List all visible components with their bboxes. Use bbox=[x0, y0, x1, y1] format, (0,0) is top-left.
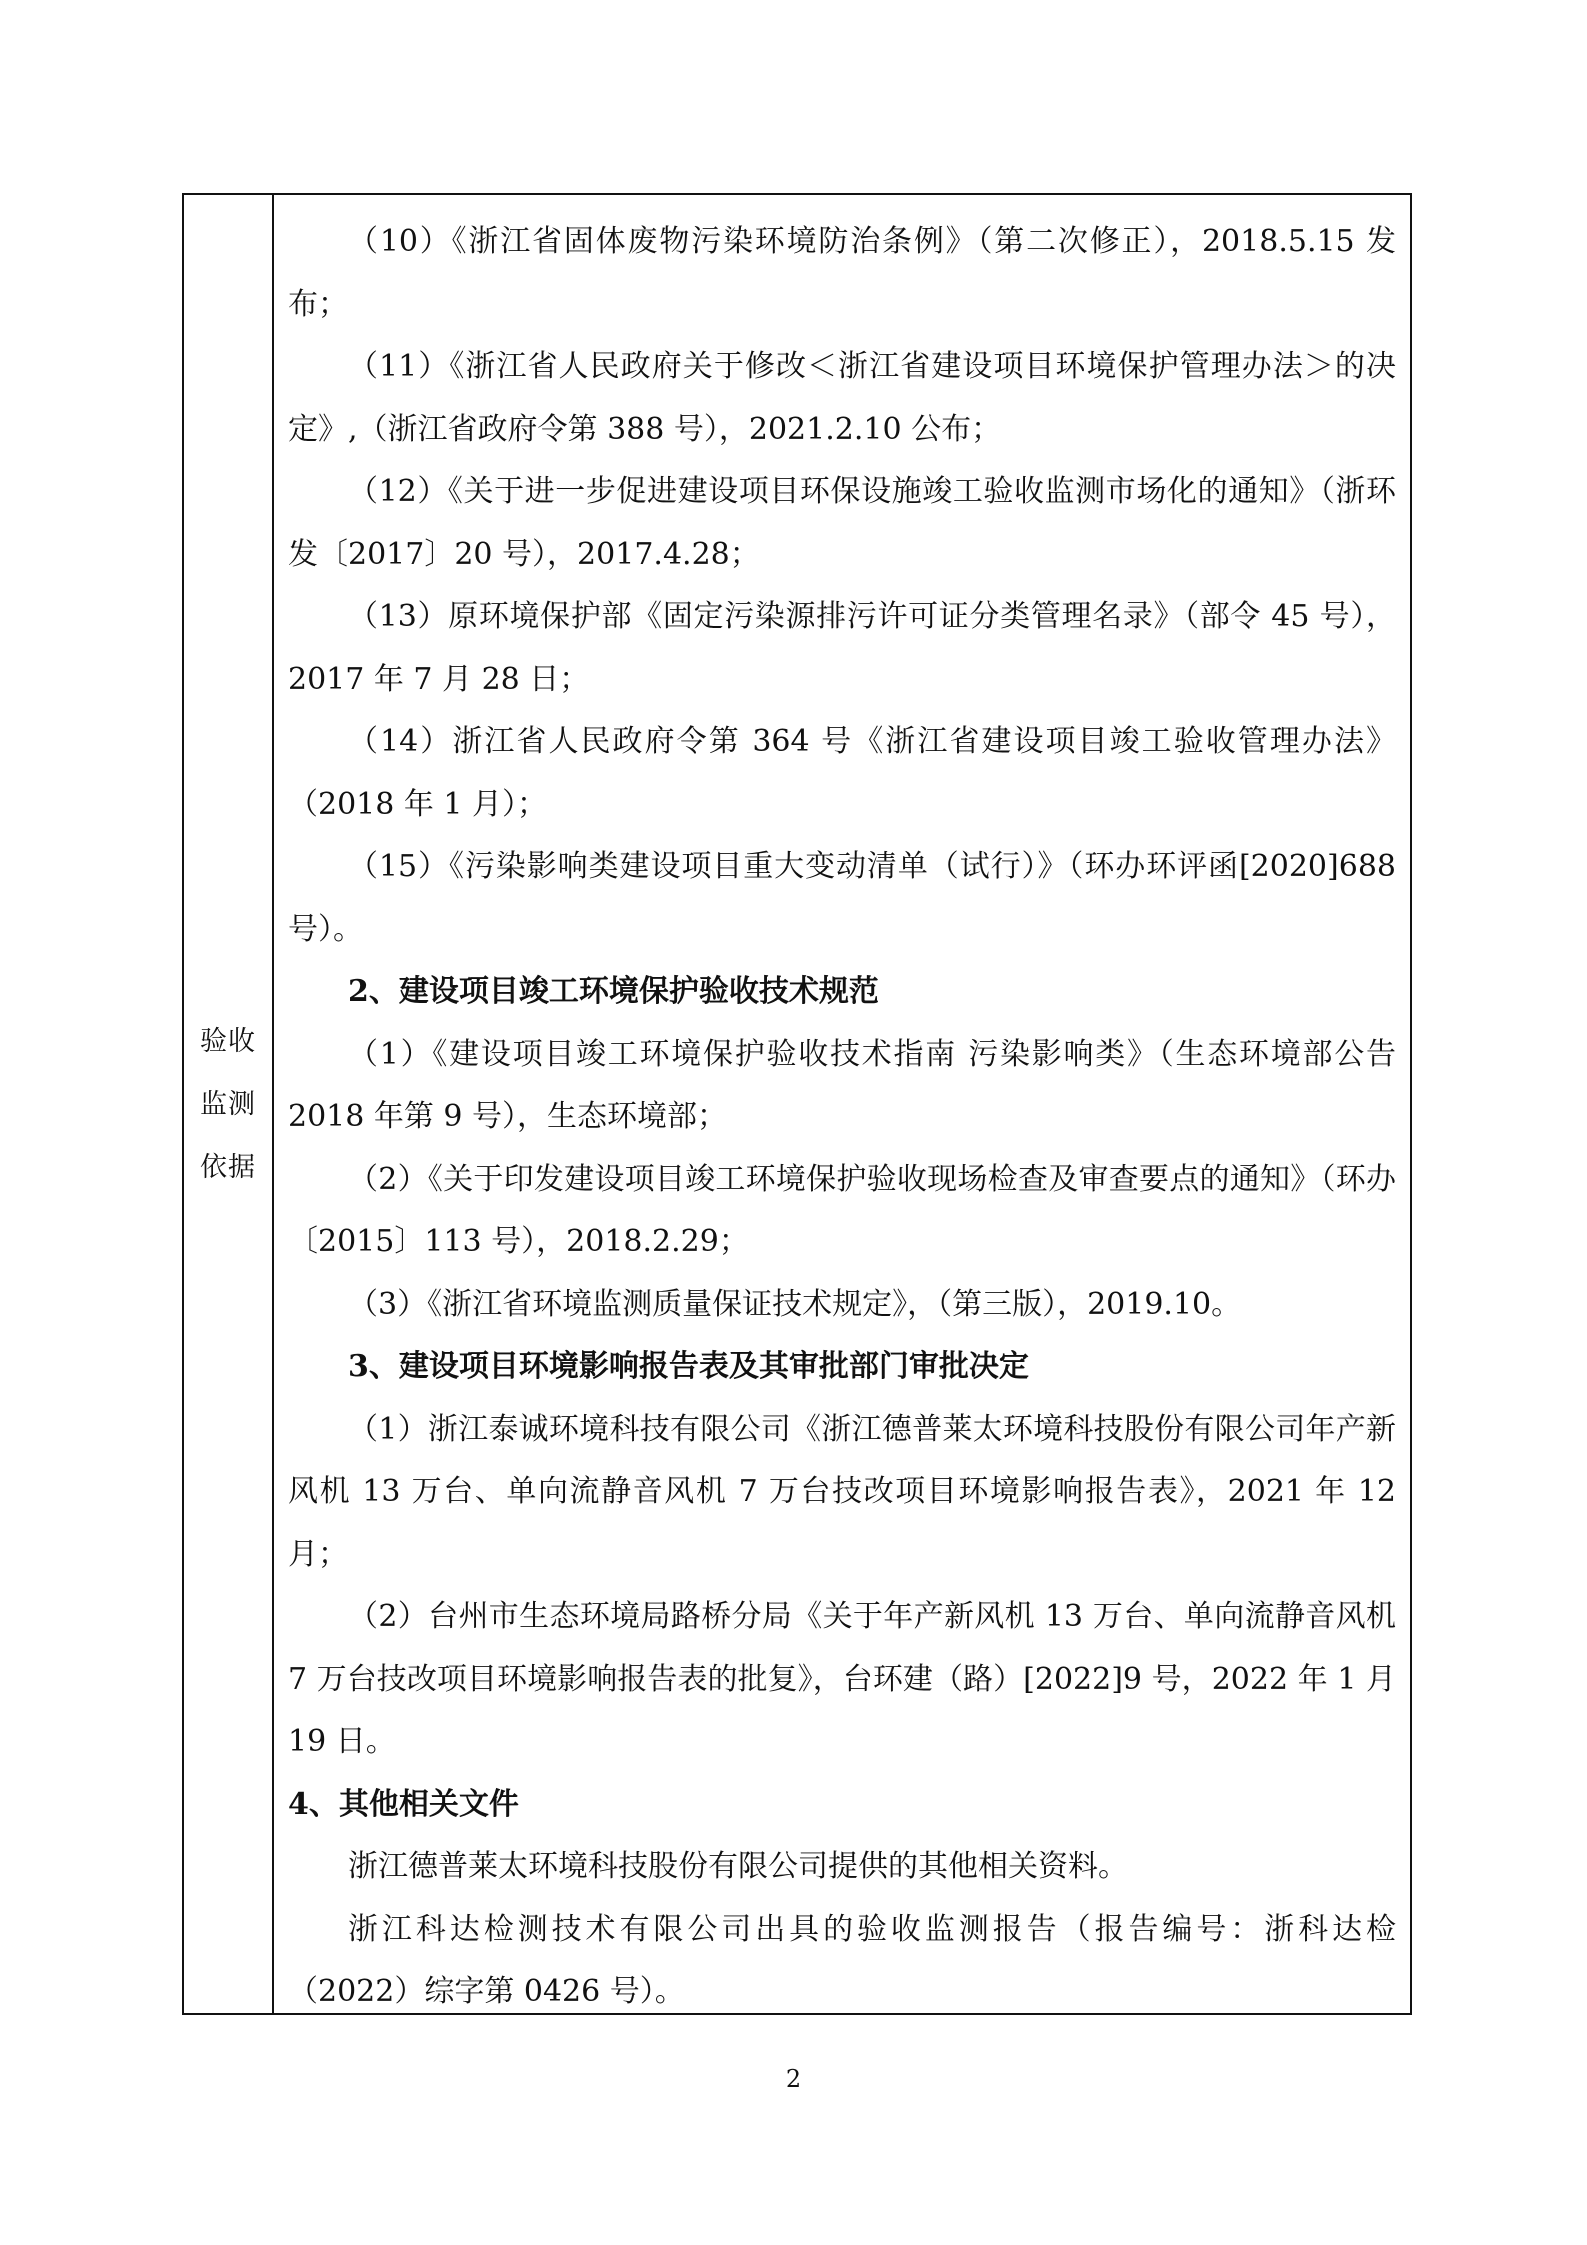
section-2-heading: 2、建设项目竣工环境保护验收技术规范 bbox=[348, 974, 879, 1009]
item-15-paragraph: （15）《污染影响类建设项目重大变动清单（试行）》（环办环评函[2020]688 号）。 bbox=[288, 849, 1396, 947]
item-11-paragraph: （11）《浙江省人民政府关于修改＜浙江省建设项目环境保护管理办法＞的决定》,（浙江省政府令第 388 号），2021.2.10 公布； bbox=[288, 349, 1396, 447]
content-cell bbox=[274, 195, 1410, 2013]
page-number: 2 bbox=[785, 2065, 802, 2093]
item-10-paragraph: （10）《浙江省固体废物污染环境防治条例》（第二次修正），2018.5.15 发布； bbox=[288, 224, 1396, 322]
section-2-item-2: （2）《关于印发建设项目竣工环境保护验收现场检查及审查要点的通知》（环办〔2015〕113 号），2018.2.29； bbox=[288, 1161, 1396, 1259]
section-3-item-2: （2）台州市生态环境局路桥分局《关于年产新风机 13 万台、单向流静音风机 7 万台技改项目环境影响报告表的批复》，台环建（路）[2022]9 号，2022 年 1 月 19 日。 bbox=[288, 1599, 1396, 1759]
label-line-2: 监测 bbox=[200, 1088, 256, 1120]
section-2-item-3: （3）《浙江省环境监测质量保证技术规定》，（第三版），2019.10。 bbox=[348, 1286, 1242, 1322]
section-3-item-1: （1）浙江泰诚环境科技有限公司《浙江德普莱太环境科技股份有限公司年产新风机 13 万台、单向流静音风机 7 万台技改项目环境影响报告表》，2021 年 12 月； bbox=[288, 1411, 1396, 1572]
label-cell bbox=[184, 195, 274, 2013]
item-13-paragraph: （13）原环境保护部《固定污染源排污许可证分类管理名录》（部令 45 号），2017 年 7 月 28 日； bbox=[288, 599, 1396, 697]
section-3-heading: 3、建设项目环境影响报告表及其审批部门审批决定 bbox=[348, 1349, 1029, 1384]
section-4-paragraph-2: 浙江科达检测技术有限公司出具的验收监测报告（报告编号：浙科达检（2022）综字第 0426 号）。 bbox=[288, 1911, 1396, 2009]
section-4-heading: 4、其他相关文件 bbox=[288, 1786, 519, 1822]
section-4-paragraph-1: 浙江德普莱太环境科技股份有限公司提供的其他相关资料。 bbox=[348, 1849, 1128, 1884]
label-line-3: 依据 bbox=[200, 1151, 256, 1183]
label-line-1: 验收 bbox=[200, 1025, 256, 1057]
document-table bbox=[182, 193, 1412, 2015]
item-14-paragraph: （14）浙江省人民政府令第 364 号《浙江省建设项目竣工验收管理办法》（2018 年 1 月）； bbox=[288, 724, 1396, 822]
section-2-item-1: （1）《建设项目竣工环境保护验收技术指南 污染影响类》（生态环境部公告 2018 年第 9 号），生态环境部； bbox=[288, 1036, 1396, 1134]
item-12-paragraph: （12）《关于进一步促进建设项目环保设施竣工验收监测市场化的通知》（浙环发〔2017〕20 号），2017.4.28； bbox=[288, 474, 1396, 572]
